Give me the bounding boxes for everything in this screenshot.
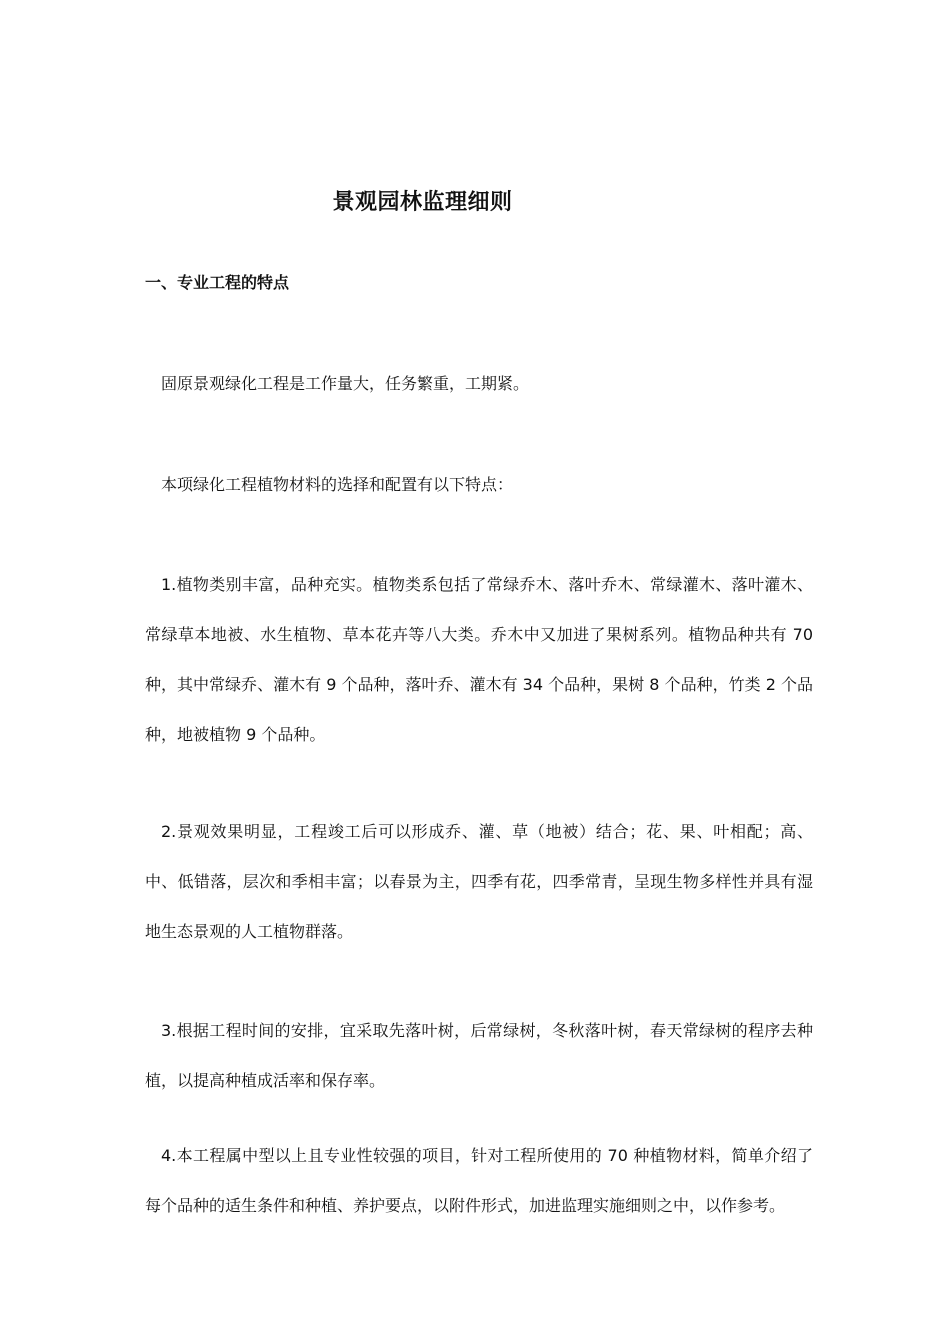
paragraph-1: 固原景观绿化工程是工作量大，任务繁重，工期紧。 bbox=[161, 374, 530, 393]
paragraph-2: 本项绿化工程植物材料的选择和配置有以下特点： bbox=[161, 475, 514, 494]
paragraph-6: 4.本工程属中型以上且专业性较强的项目，针对工程所使用的 70 种植物材料，简单介绍了每个品种的适生条件和种植、养护要点，以附件形式，加进监理实施细则之中，以作参考。 bbox=[145, 1146, 813, 1215]
document-title: 景观园林监理细则 bbox=[332, 190, 513, 215]
paragraph-3: 1.植物类别丰富，品种充实。植物类系包括了常绿乔木、落叶乔木、常绿灌木、落叶灌木、常绿草本地被、水生植物、草本花卉等八大类。乔木中又加进了果树系列。植物品种共有 70 种，其中常绿乔、灌木有 9 个品种，落叶乔、灌木有 34 个品种，果树 8 个品种，竹类 2 个品种，地被植物 9 个品种。 bbox=[145, 575, 813, 744]
section-heading: 一、专业工程的特点 bbox=[145, 273, 290, 292]
paragraph-5: 3.根据工程时间的安排，宜采取先落叶树，后常绿树，冬秋落叶树，春天常绿树的程序去种植，以提高种植成活率和保存率。 bbox=[145, 1021, 813, 1090]
paragraph-4: 2.景观效果明显，工程竣工后可以形成乔、灌、草（地被）结合；花、果、叶相配；高、中、低错落，层次和季相丰富；以春景为主，四季有花，四季常青，呈现生物多样性并具有湿地生态景观的人工植物群落。 bbox=[145, 822, 813, 941]
